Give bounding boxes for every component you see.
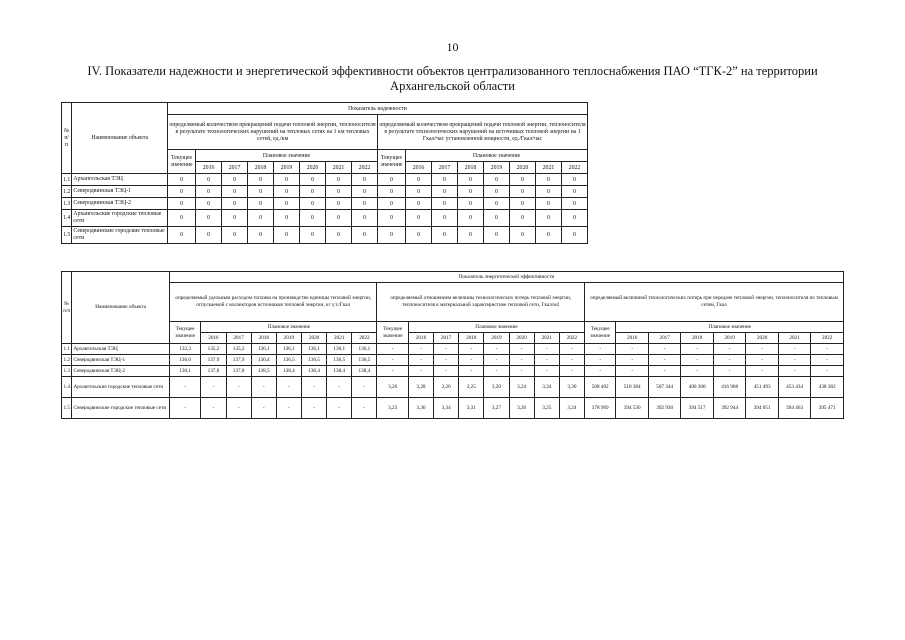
value-cell: -	[251, 398, 276, 419]
value-cell: 130,1	[169, 366, 200, 377]
year-header: 2017	[432, 162, 458, 174]
value-cell: 0	[535, 198, 561, 210]
value-cell: -	[484, 366, 509, 377]
value-cell: 0	[509, 186, 535, 198]
value-cell: 0	[432, 210, 458, 227]
value-cell: -	[648, 344, 680, 355]
value-cell: 0	[483, 186, 509, 198]
value-cell: -	[327, 377, 352, 398]
value-cell: 0	[326, 210, 352, 227]
value-cell: 507 344	[648, 377, 680, 398]
value-cell: 0	[300, 174, 326, 186]
value-cell: 0	[377, 210, 405, 227]
value-cell: 0	[274, 210, 300, 227]
value-cell: -	[201, 377, 226, 398]
value-cell: 508 402	[585, 377, 616, 398]
object-name: Северодвинская ТЭЦ-2	[72, 366, 169, 377]
value-cell: -	[811, 344, 844, 355]
value-cell: -	[434, 344, 459, 355]
value-cell: 0	[458, 186, 484, 198]
col-name-header: Наименование объекта	[72, 103, 168, 174]
value-cell: 138,4	[302, 366, 327, 377]
value-cell: 0	[509, 227, 535, 244]
value-cell: 0	[168, 210, 196, 227]
value-cell: -	[377, 366, 408, 377]
row-number: 1.5	[62, 398, 72, 419]
value-cell: 0	[406, 174, 432, 186]
year-header: 2019	[276, 333, 301, 344]
year-header: 2020	[509, 162, 535, 174]
year-header: 2016	[196, 162, 222, 174]
object-name: Архангельские городские тепловые сети	[72, 377, 169, 398]
value-cell: 132,3	[169, 344, 200, 355]
value-cell: 0	[406, 210, 432, 227]
value-cell: 0	[300, 198, 326, 210]
value-cell: -	[534, 366, 559, 377]
row-number: 1.4	[62, 377, 72, 398]
value-cell: 136,4	[251, 355, 276, 366]
year-header: 2019	[274, 162, 300, 174]
value-cell: 0	[248, 227, 274, 244]
value-cell: 0	[509, 174, 535, 186]
value-cell: 392 930	[648, 398, 680, 419]
object-name: Северодвинская ТЭЦ-1	[72, 186, 168, 198]
object-name: Северодвинские городские тепловые сети	[72, 227, 168, 244]
value-cell: 138,4	[352, 366, 377, 377]
value-cell: 0	[458, 227, 484, 244]
value-cell: -	[713, 344, 745, 355]
value-cell: 0	[196, 210, 222, 227]
value-cell: -	[778, 355, 810, 366]
value-cell: -	[434, 355, 459, 366]
value-cell: 0	[561, 198, 587, 210]
value-cell: 0	[168, 174, 196, 186]
efficiency-group-header: Показатель энергетической эффективности	[169, 272, 843, 283]
value-cell: 0	[377, 174, 405, 186]
value-cell: 0	[300, 227, 326, 244]
value-cell: 0	[351, 186, 377, 198]
value-cell: 378 969	[585, 398, 616, 419]
value-cell: -	[408, 344, 433, 355]
value-cell: 0	[406, 227, 432, 244]
year-header: 2018	[458, 162, 484, 174]
value-cell: 137,9	[201, 355, 226, 366]
value-cell: 0	[432, 227, 458, 244]
value-cell: -	[585, 366, 616, 377]
table-row	[62, 198, 588, 210]
value-cell: -	[559, 344, 584, 355]
value-cell: 3,34	[534, 377, 559, 398]
value-cell: 0	[483, 174, 509, 186]
row-number: 1.3	[62, 198, 72, 210]
value-cell: 0	[458, 198, 484, 210]
value-cell: 0	[222, 227, 248, 244]
value-cell: 3,34	[434, 398, 459, 419]
value-cell: 394 530	[616, 398, 648, 419]
current-value-header: Текущее значение	[377, 150, 405, 174]
value-cell: -	[559, 366, 584, 377]
table-row	[62, 174, 588, 186]
value-cell: -	[534, 344, 559, 355]
value-cell: -	[713, 355, 745, 366]
year-header: 2018	[248, 162, 274, 174]
value-cell: -	[408, 355, 433, 366]
value-cell: -	[811, 366, 844, 377]
object-name: Архангельская ТЭЦ	[72, 174, 168, 186]
indicator-3-header: определяемый величиной технологических потерь при передаче тепловой энергии, теплоносителя по тепловым сетям, Гкал	[585, 283, 844, 322]
table-row	[62, 377, 844, 398]
value-cell: -	[648, 366, 680, 377]
year-header: 2021	[326, 162, 352, 174]
value-cell: -	[352, 377, 377, 398]
value-cell: 0	[248, 174, 274, 186]
value-cell: 0	[561, 174, 587, 186]
value-cell: -	[169, 398, 200, 419]
value-cell: -	[681, 344, 713, 355]
year-header: 2021	[534, 333, 559, 344]
year-header: 2016	[408, 333, 433, 344]
indicator-1-header: определяемый удельным расходом топлива на производство единицы тепловой энергии, отпускаемой с коллекторов источников тепловой энергии, кг у.т./Гкал	[169, 283, 377, 322]
row-number: 1.2	[62, 186, 72, 198]
value-cell: 3,25	[459, 377, 484, 398]
value-cell: -	[681, 366, 713, 377]
value-cell: 394 517	[681, 398, 713, 419]
value-cell: -	[746, 344, 778, 355]
value-cell: -	[616, 355, 648, 366]
value-cell: 394 463	[778, 398, 810, 419]
value-cell: 0	[377, 186, 405, 198]
table-row	[62, 227, 588, 244]
value-cell: -	[251, 377, 276, 398]
value-cell: 0	[274, 186, 300, 198]
table-row	[62, 398, 844, 419]
value-cell: 0	[248, 210, 274, 227]
value-cell: 0	[326, 186, 352, 198]
value-cell: -	[434, 366, 459, 377]
value-cell: -	[811, 355, 844, 366]
value-cell: -	[559, 355, 584, 366]
value-cell: 0	[326, 174, 352, 186]
value-cell: 0	[377, 198, 405, 210]
value-cell: 3,20	[484, 377, 509, 398]
value-cell: 137,9	[226, 355, 251, 366]
value-cell: -	[352, 398, 377, 419]
year-header: 2019	[713, 333, 745, 344]
value-cell: -	[484, 344, 509, 355]
page-number: 10	[446, 40, 459, 54]
value-cell: 0	[377, 227, 405, 244]
value-cell: -	[616, 366, 648, 377]
value-cell: 0	[406, 198, 432, 210]
value-cell: 0	[483, 210, 509, 227]
row-number: 1.5	[62, 227, 72, 244]
year-header: 2020	[509, 333, 534, 344]
object-name: Архангельская ТЭЦ	[72, 344, 169, 355]
value-cell: 0	[222, 198, 248, 210]
value-cell: 3,31	[459, 398, 484, 419]
value-cell: 0	[274, 198, 300, 210]
value-cell: 136,1	[302, 344, 327, 355]
planned-value-header: Плановое значение	[406, 150, 588, 162]
value-cell: 136,1	[352, 344, 377, 355]
value-cell: -	[201, 398, 226, 419]
col-number-header: № п/п	[62, 272, 72, 344]
value-cell: 138,5	[251, 366, 276, 377]
year-header: 2022	[352, 333, 377, 344]
value-cell: 395 471	[811, 398, 844, 419]
year-header: 2017	[222, 162, 248, 174]
year-header: 2018	[459, 333, 484, 344]
value-cell: 392 944	[713, 398, 745, 419]
value-cell: -	[746, 366, 778, 377]
value-cell: -	[713, 366, 745, 377]
value-cell: 400 300	[681, 377, 713, 398]
value-cell: -	[459, 344, 484, 355]
value-cell: 138,4	[276, 366, 301, 377]
year-header: 2016	[616, 333, 648, 344]
year-header: 2019	[483, 162, 509, 174]
year-header: 2019	[484, 333, 509, 344]
reliability-rows	[62, 174, 588, 244]
value-cell: -	[276, 377, 301, 398]
value-cell: 0	[222, 210, 248, 227]
reliability-table	[61, 102, 588, 244]
value-cell: -	[276, 398, 301, 419]
value-cell: 0	[326, 227, 352, 244]
planned-value-header: Плановое значение	[196, 150, 378, 162]
value-cell: 438 382	[811, 377, 844, 398]
col-number-header: № п/п	[62, 103, 72, 174]
value-cell: -	[302, 377, 327, 398]
year-header: 2021	[778, 333, 810, 344]
year-header: 2018	[681, 333, 713, 344]
col-name-header: Наименование объекта	[72, 272, 169, 344]
value-cell: -	[616, 344, 648, 355]
value-cell: -	[509, 344, 534, 355]
table-row	[62, 344, 844, 355]
value-cell: 0	[535, 227, 561, 244]
value-cell: 0	[351, 198, 377, 210]
value-cell: 0	[248, 186, 274, 198]
year-header: 2021	[327, 333, 352, 344]
value-cell: 136,5	[302, 355, 327, 366]
value-cell: -	[302, 398, 327, 419]
value-cell: -	[585, 344, 616, 355]
year-header: 2020	[302, 333, 327, 344]
value-cell: -	[226, 398, 251, 419]
value-cell: 0	[248, 198, 274, 210]
value-cell: 0	[509, 210, 535, 227]
indicator-2-header: определяемый отношением величины технологических потерь тепловой энергии, теплоносителя к материальной характеристике тепловой сети, Гкал/м2	[377, 283, 585, 322]
value-cell: -	[509, 355, 534, 366]
value-cell: 0	[274, 227, 300, 244]
value-cell: -	[459, 355, 484, 366]
year-header: 2022	[351, 162, 377, 174]
value-cell: -	[534, 355, 559, 366]
reliability-group-header: Показатель надежности	[168, 103, 588, 115]
indicator-1-header: определяемый количеством прекращений подачи тепловой энергии, теплоносителя в результате технологических нарушений на тепловых сетях на 1 км тепловых сетей, ед./км	[168, 115, 378, 150]
table-row	[62, 355, 844, 366]
table-row	[62, 186, 588, 198]
value-cell: 3,25	[534, 398, 559, 419]
planned-value-header: Плановое значение	[408, 322, 584, 333]
value-cell: 0	[351, 174, 377, 186]
year-header: 2017	[434, 333, 459, 344]
value-cell: 0	[222, 174, 248, 186]
row-number: 1.1	[62, 174, 72, 186]
value-cell: 0	[351, 227, 377, 244]
value-cell: 0	[274, 174, 300, 186]
year-header: 2018	[251, 333, 276, 344]
efficiency-rows	[62, 344, 844, 419]
object-name: Северодвинская ТЭЦ-2	[72, 198, 168, 210]
table-row	[62, 366, 844, 377]
value-cell: 136,1	[276, 344, 301, 355]
efficiency-table	[61, 271, 844, 419]
value-cell: 0	[458, 210, 484, 227]
planned-value-header: Плановое значение	[616, 322, 844, 333]
title-line-2: Архангельской области	[390, 79, 515, 93]
year-header: 2020	[300, 162, 326, 174]
value-cell: 3,26	[377, 377, 408, 398]
value-cell: 0	[535, 210, 561, 227]
value-cell: 3,30	[559, 377, 584, 398]
value-cell: -	[408, 366, 433, 377]
value-cell: 137,8	[226, 366, 251, 377]
value-cell: -	[377, 355, 408, 366]
value-cell: 0	[432, 186, 458, 198]
value-cell: 0	[509, 198, 535, 210]
value-cell: -	[681, 355, 713, 366]
value-cell: 0	[196, 186, 222, 198]
current-value-header: Текущее значение	[377, 322, 408, 344]
object-name: Северодвинские городские тепловые сети	[72, 398, 169, 419]
row-number: 1.2	[62, 355, 72, 366]
value-cell: -	[648, 355, 680, 366]
value-cell: 0	[351, 210, 377, 227]
value-cell: -	[169, 377, 200, 398]
value-cell: 0	[561, 186, 587, 198]
value-cell: 3,36	[408, 398, 433, 419]
value-cell: 0	[561, 210, 587, 227]
value-cell: 136,5	[352, 355, 377, 366]
value-cell: 0	[326, 198, 352, 210]
year-header: 2020	[746, 333, 778, 344]
value-cell: 0	[432, 174, 458, 186]
value-cell: 137,8	[201, 366, 226, 377]
value-cell: 416 968	[713, 377, 745, 398]
row-number: 1.4	[62, 210, 72, 227]
page-title	[60, 64, 845, 94]
title-line-1: IV. Показатели надежности и энергетической эффективности объектов централизованного теплоснабжения ПАО “ТГК-2” на территории	[87, 64, 818, 78]
year-header: 2021	[535, 162, 561, 174]
value-cell: 136,5	[327, 355, 352, 366]
value-cell: -	[585, 355, 616, 366]
value-cell: 510 384	[616, 377, 648, 398]
value-cell: 3,24	[509, 377, 534, 398]
value-cell: 135,2	[226, 344, 251, 355]
value-cell: -	[778, 344, 810, 355]
value-cell: 0	[483, 227, 509, 244]
year-header: 2016	[201, 333, 226, 344]
value-cell: 0	[168, 198, 196, 210]
value-cell: -	[459, 366, 484, 377]
value-cell: 0	[458, 174, 484, 186]
value-cell: 136,1	[327, 344, 352, 355]
value-cell: -	[778, 366, 810, 377]
value-cell: 135,2	[201, 344, 226, 355]
value-cell: 3,28	[408, 377, 433, 398]
value-cell: -	[226, 377, 251, 398]
planned-value-header: Плановое значение	[201, 322, 377, 333]
value-cell: 3,23	[377, 398, 408, 419]
year-header: 2022	[811, 333, 844, 344]
year-header: 2022	[559, 333, 584, 344]
value-cell: 136,5	[276, 355, 301, 366]
value-cell: 453 434	[778, 377, 810, 398]
value-cell: 136,1	[251, 344, 276, 355]
row-number: 1.1	[62, 344, 72, 355]
value-cell: 0	[168, 227, 196, 244]
value-cell: 136,0	[169, 355, 200, 366]
year-header: 2017	[648, 333, 680, 344]
value-cell: -	[484, 355, 509, 366]
value-cell: -	[746, 355, 778, 366]
indicator-2-header: определяемый количеством прекращений подачи тепловой энергии, теплоносителя в результате технологических нарушений на источниках тепловой энергии на 1 Гкал/час установленной мощности, ед./Гкал/час	[377, 115, 587, 150]
value-cell: 3,26	[509, 398, 534, 419]
value-cell: 394 051	[746, 398, 778, 419]
current-value-header: Текущее значение	[585, 322, 616, 344]
value-cell: 0	[196, 198, 222, 210]
value-cell: 0	[535, 174, 561, 186]
value-cell: 3,26	[434, 377, 459, 398]
value-cell: 0	[168, 186, 196, 198]
value-cell: 3,27	[484, 398, 509, 419]
row-number: 1.3	[62, 366, 72, 377]
value-cell: 138,4	[327, 366, 352, 377]
value-cell: 0	[432, 198, 458, 210]
year-header: 2017	[226, 333, 251, 344]
value-cell: 0	[406, 186, 432, 198]
value-cell: 0	[196, 174, 222, 186]
object-name: Северодвинская ТЭЦ-1	[72, 355, 169, 366]
value-cell: 0	[300, 210, 326, 227]
value-cell: 0	[561, 227, 587, 244]
value-cell: 0	[535, 186, 561, 198]
value-cell: -	[327, 398, 352, 419]
value-cell: -	[377, 344, 408, 355]
value-cell: 0	[483, 198, 509, 210]
object-name: Архангельские городские тепловые сети	[72, 210, 168, 227]
current-value-header: Текущее значение	[168, 150, 196, 174]
value-cell: -	[509, 366, 534, 377]
table-row	[62, 210, 588, 227]
current-value-header: Текущее значение	[169, 322, 200, 344]
value-cell: 451 493	[746, 377, 778, 398]
year-header: 2022	[561, 162, 587, 174]
value-cell: 3,24	[559, 398, 584, 419]
value-cell: 0	[222, 186, 248, 198]
year-header: 2016	[406, 162, 432, 174]
value-cell: 0	[196, 227, 222, 244]
value-cell: 0	[300, 186, 326, 198]
